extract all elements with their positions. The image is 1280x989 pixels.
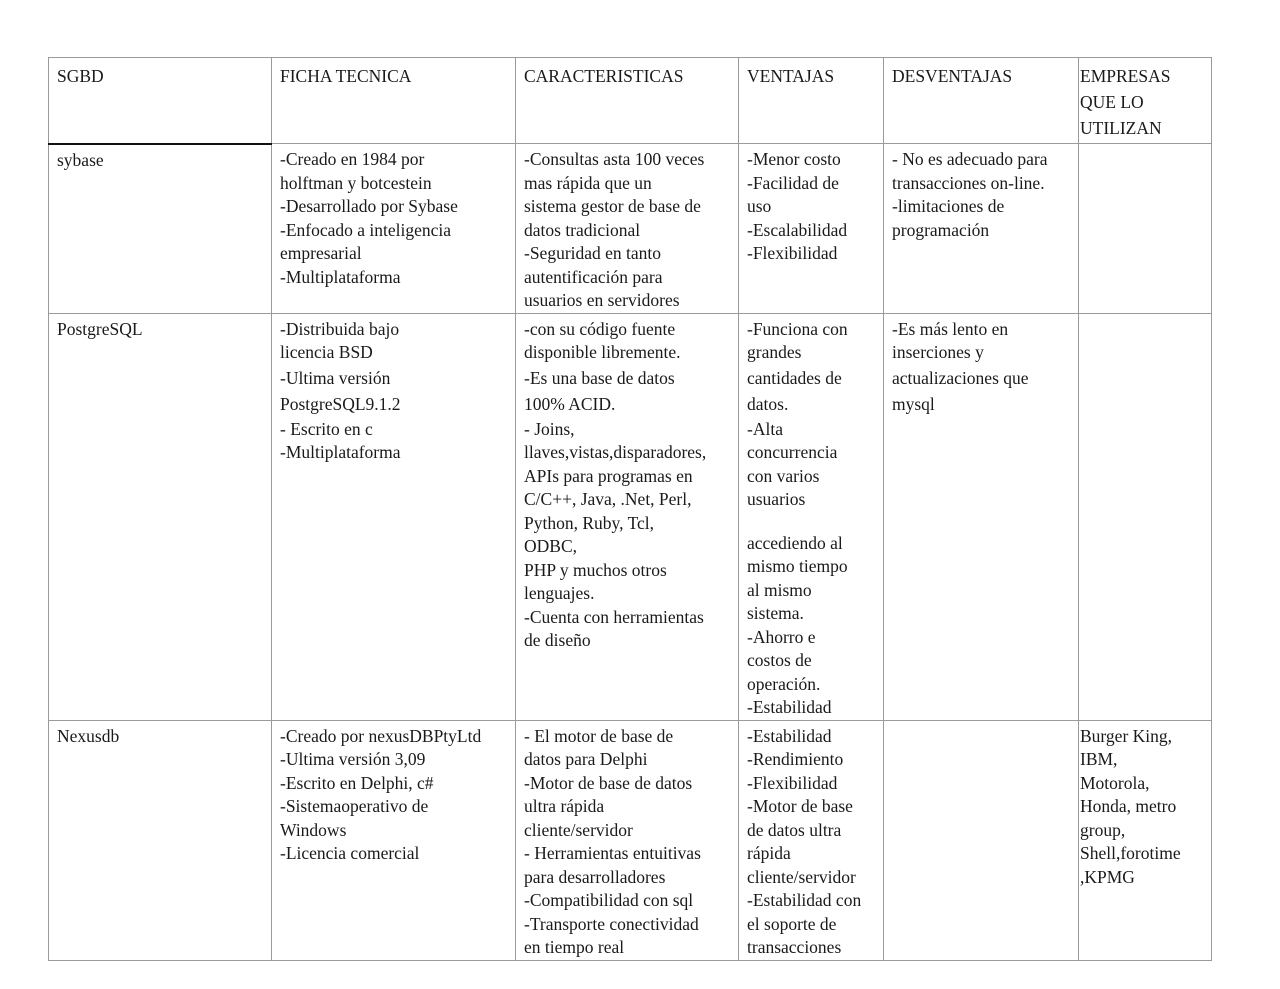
cell-ficha-tecnica: -Creado por nexusDBPtyLtd -Ultima versión 3,09 -Escrito en Delphi, c# -Sistemaoperativo de Windows -Licencia comercial [272,720,516,960]
cell-ficha-tecnica: -Creado en 1984 por holftman y botcestein -Desarrollado por Sybase -Enfocado a inteligencia empresarial -Multiplataforma [272,144,516,314]
cell-sgbd: PostgreSQL [49,313,272,720]
header-cell-ficha-tecnica: FICHA TECNICA [272,58,516,144]
cell-empresas [1079,313,1212,720]
cell-desventajas: -Es más lento en inserciones y actualizaciones que mysql [884,313,1079,720]
cell-ficha-tecnica: -Distribuida bajo licencia BSD -Ultima versión PostgreSQL9.1.2 - Escrito en c -Multiplataforma [272,313,516,720]
cell-ventajas: -Menor costo -Facilidad de uso -Escalabilidad -Flexibilidad [739,144,884,314]
table-row [49,144,1212,314]
cell-caracteristicas: -Consultas asta 100 veces mas rápida que un sistema gestor de base de datos tradicional -Seguridad en tanto autentificación para usuarios en servidores [516,144,739,314]
header-cell-empresas: EMPRESAS QUE LO UTILIZAN [1079,58,1212,144]
header-cell-caracteristicas: CARACTERISTICAS [516,58,739,144]
cell-empresas: Burger King, IBM, Motorola, Honda, metro group, Shell,forotime ,KPMG [1079,720,1212,960]
cell-ventajas: -Funciona con grandes cantidades de datos. -Alta concurrencia con varios usuarios accediendo al mismo tiempo al mismo sistema. -Ahorro e costos de operación. -Estabilidad [739,313,884,720]
cell-caracteristicas: -con su código fuente disponible libremente. -Es una base de datos 100% ACID. - Joins, llaves,vistas,disparadores, APIs para programas en C/C++, Java, .Net, Perl, Python, Ruby, Tcl, ODBC, PHP y muchos otros lenguajes. -Cuenta con herramientas de diseño [516,313,739,720]
cell-empresas [1079,144,1212,314]
table-header-row [49,58,1212,144]
cell-caracteristicas: - El motor de base de datos para Delphi -Motor de base de datos ultra rápida cliente/servidor - Herramientas entuitivas para desarrolladores -Compatibilidad con sql -Transporte conectividad en tiempo real [516,720,739,960]
table-row [49,720,1212,960]
cell-ventajas: -Estabilidad -Rendimiento -Flexibilidad -Motor de base de datos ultra rápida cliente/servidor -Estabilidad con el soporte de transacciones [739,720,884,960]
cell-sgbd: Nexusdb [49,720,272,960]
document-page [48,57,1211,961]
cell-desventajas: - No es adecuado para transacciones on-line. -limitaciones de programación [884,144,1079,314]
sgbd-comparison-table [48,57,1212,961]
header-cell-desventajas: DESVENTAJAS [884,58,1079,144]
cell-sgbd: sybase [49,144,272,314]
table-row [49,313,1212,720]
header-cell-sgbd: SGBD [49,58,272,144]
header-cell-ventajas: VENTAJAS [739,58,884,144]
cell-desventajas [884,720,1079,960]
